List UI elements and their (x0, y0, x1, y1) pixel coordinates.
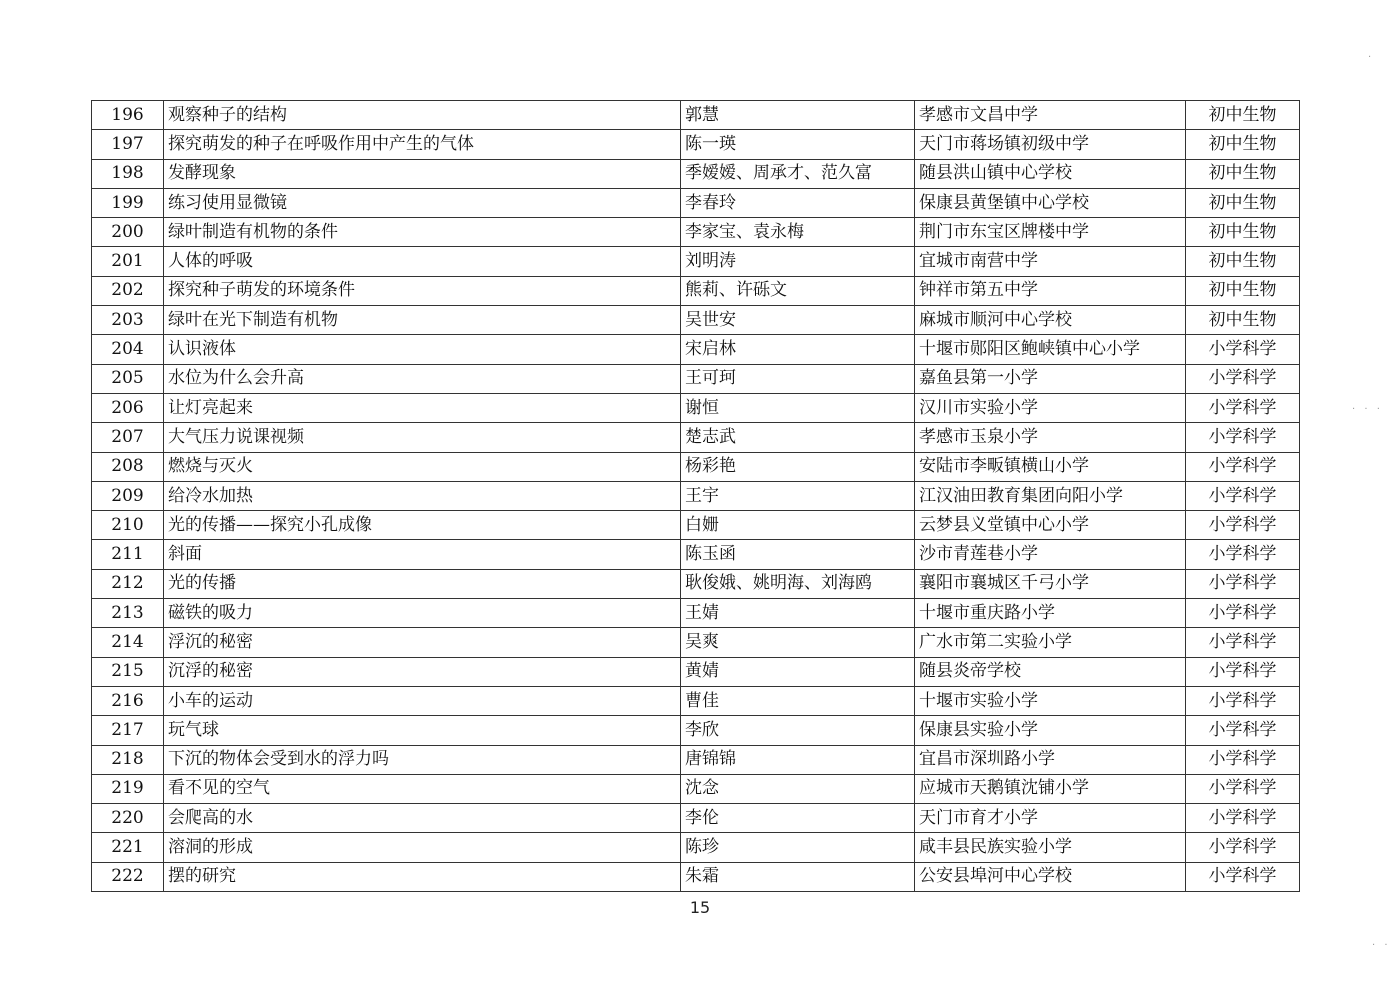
table-row (92, 569, 1300, 598)
lesson-title-cell: 斜面 (164, 540, 681, 569)
subject-cell: 小学科学 (1186, 804, 1300, 833)
row-number-cell: 199 (92, 188, 164, 217)
row-number-cell: 197 (92, 130, 164, 159)
teacher-names-cell: 吴世安 (681, 306, 915, 335)
subject-cell: 初中生物 (1186, 247, 1300, 276)
school-name-cell: 孝感市玉泉小学 (915, 423, 1186, 452)
lesson-title-cell: 认识液体 (164, 335, 681, 364)
teacher-names-cell: 楚志武 (681, 423, 915, 452)
lesson-title-cell: 看不见的空气 (164, 774, 681, 803)
subject-cell: 初中生物 (1186, 101, 1300, 130)
row-number-cell: 204 (92, 335, 164, 364)
scan-artifact: · · · (1352, 404, 1383, 415)
school-name-cell: 随县洪山镇中心学校 (915, 159, 1186, 188)
table-row (92, 540, 1300, 569)
school-name-cell: 咸丰县民族实验小学 (915, 833, 1186, 862)
school-name-cell: 钟祥市第五中学 (915, 276, 1186, 305)
subject-cell: 小学科学 (1186, 364, 1300, 393)
subject-cell: 小学科学 (1186, 774, 1300, 803)
row-number-cell: 222 (92, 862, 164, 891)
lesson-title-cell: 练习使用显微镜 (164, 188, 681, 217)
subject-cell: 初中生物 (1186, 218, 1300, 247)
school-name-cell: 随县炎帝学校 (915, 657, 1186, 686)
row-number-cell: 200 (92, 218, 164, 247)
table-row (92, 335, 1300, 364)
row-number-cell: 198 (92, 159, 164, 188)
school-name-cell: 麻城市顺河中心学校 (915, 306, 1186, 335)
subject-cell: 初中生物 (1186, 159, 1300, 188)
table-row (92, 833, 1300, 862)
table-row (92, 276, 1300, 305)
teacher-names-cell: 宋启林 (681, 335, 915, 364)
table-row (92, 247, 1300, 276)
page-number: 15 (689, 898, 711, 917)
row-number-cell: 201 (92, 247, 164, 276)
school-name-cell: 沙市青莲巷小学 (915, 540, 1186, 569)
subject-cell: 小学科学 (1186, 628, 1300, 657)
row-number-cell: 215 (92, 657, 164, 686)
lesson-title-cell: 会爬高的水 (164, 804, 681, 833)
school-name-cell: 汉川市实验小学 (915, 393, 1186, 422)
table-row (92, 628, 1300, 657)
school-name-cell: 广水市第二实验小学 (915, 628, 1186, 657)
lesson-title-cell: 浮沉的秘密 (164, 628, 681, 657)
row-number-cell: 218 (92, 745, 164, 774)
table-row (92, 686, 1300, 715)
teacher-names-cell: 王婧 (681, 599, 915, 628)
table-row (92, 364, 1300, 393)
lesson-title-cell: 观察种子的结构 (164, 101, 681, 130)
table-row (92, 657, 1300, 686)
row-number-cell: 196 (92, 101, 164, 130)
row-number-cell: 217 (92, 716, 164, 745)
award-list-table (91, 100, 1300, 892)
row-number-cell: 208 (92, 452, 164, 481)
table-row (92, 774, 1300, 803)
lesson-title-cell: 人体的呼吸 (164, 247, 681, 276)
school-name-cell: 十堰市实验小学 (915, 686, 1186, 715)
table-row (92, 101, 1300, 130)
school-name-cell: 江汉油田教育集团向阳小学 (915, 481, 1186, 510)
row-number-cell: 216 (92, 686, 164, 715)
teacher-names-cell: 耿俊娥、姚明海、刘海鸥 (681, 569, 915, 598)
teacher-names-cell: 李欣 (681, 716, 915, 745)
row-number-cell: 206 (92, 393, 164, 422)
row-number-cell: 210 (92, 511, 164, 540)
lesson-title-cell: 探究种子萌发的环境条件 (164, 276, 681, 305)
table-body (92, 101, 1300, 892)
lesson-title-cell: 绿叶制造有机物的条件 (164, 218, 681, 247)
lesson-title-cell: 给冷水加热 (164, 481, 681, 510)
teacher-names-cell: 曹佳 (681, 686, 915, 715)
lesson-title-cell: 水位为什么会升高 (164, 364, 681, 393)
subject-cell: 初中生物 (1186, 306, 1300, 335)
lesson-title-cell: 燃烧与灭火 (164, 452, 681, 481)
subject-cell: 小学科学 (1186, 745, 1300, 774)
teacher-names-cell: 谢恒 (681, 393, 915, 422)
school-name-cell: 应城市天鹅镇沈铺小学 (915, 774, 1186, 803)
subject-cell: 小学科学 (1186, 511, 1300, 540)
subject-cell: 小学科学 (1186, 393, 1300, 422)
row-number-cell: 213 (92, 599, 164, 628)
lesson-title-cell: 探究萌发的种子在呼吸作用中产生的气体 (164, 130, 681, 159)
teacher-names-cell: 熊莉、许砾文 (681, 276, 915, 305)
subject-cell: 小学科学 (1186, 481, 1300, 510)
subject-cell: 小学科学 (1186, 423, 1300, 452)
table-row (92, 804, 1300, 833)
school-name-cell: 嘉鱼县第一小学 (915, 364, 1186, 393)
lesson-title-cell: 大气压力说课视频 (164, 423, 681, 452)
table-row (92, 745, 1300, 774)
teacher-names-cell: 朱霜 (681, 862, 915, 891)
teacher-names-cell: 王宇 (681, 481, 915, 510)
table-row (92, 423, 1300, 452)
subject-cell: 小学科学 (1186, 540, 1300, 569)
lesson-title-cell: 下沉的物体会受到水的浮力吗 (164, 745, 681, 774)
school-name-cell: 安陆市李畈镇横山小学 (915, 452, 1186, 481)
teacher-names-cell: 王可珂 (681, 364, 915, 393)
table-row (92, 481, 1300, 510)
teacher-names-cell: 刘明涛 (681, 247, 915, 276)
subject-cell: 小学科学 (1186, 833, 1300, 862)
lesson-title-cell: 沉浮的秘密 (164, 657, 681, 686)
subject-cell: 小学科学 (1186, 716, 1300, 745)
school-name-cell: 孝感市文昌中学 (915, 101, 1186, 130)
table-row (92, 306, 1300, 335)
lesson-title-cell: 发酵现象 (164, 159, 681, 188)
lesson-title-cell: 绿叶在光下制造有机物 (164, 306, 681, 335)
row-number-cell: 219 (92, 774, 164, 803)
scan-artifact: · · (1372, 940, 1391, 951)
table-row (92, 188, 1300, 217)
school-name-cell: 十堰市重庆路小学 (915, 599, 1186, 628)
table-row (92, 452, 1300, 481)
lesson-title-cell: 磁铁的吸力 (164, 599, 681, 628)
table-row (92, 511, 1300, 540)
table-row (92, 716, 1300, 745)
teacher-names-cell: 唐锦锦 (681, 745, 915, 774)
lesson-title-cell: 光的传播——探究小孔成像 (164, 511, 681, 540)
row-number-cell: 203 (92, 306, 164, 335)
row-number-cell: 207 (92, 423, 164, 452)
subject-cell: 小学科学 (1186, 335, 1300, 364)
teacher-names-cell: 郭慧 (681, 101, 915, 130)
teacher-names-cell: 季嫒嫒、周承才、范久富 (681, 159, 915, 188)
teacher-names-cell: 李家宝、袁永梅 (681, 218, 915, 247)
table-row (92, 130, 1300, 159)
school-name-cell: 云梦县义堂镇中心小学 (915, 511, 1186, 540)
subject-cell: 小学科学 (1186, 452, 1300, 481)
table-row (92, 393, 1300, 422)
lesson-title-cell: 小车的运动 (164, 686, 681, 715)
teacher-names-cell: 陈玉函 (681, 540, 915, 569)
table-row (92, 599, 1300, 628)
school-name-cell: 荆门市东宝区牌楼中学 (915, 218, 1186, 247)
subject-cell: 初中生物 (1186, 276, 1300, 305)
table-row (92, 159, 1300, 188)
teacher-names-cell: 吴爽 (681, 628, 915, 657)
school-name-cell: 宜城市南营中学 (915, 247, 1186, 276)
lesson-title-cell: 溶洞的形成 (164, 833, 681, 862)
school-name-cell: 十堰市郧阳区鲍峡镇中心小学 (915, 335, 1186, 364)
lesson-title-cell: 摆的研究 (164, 862, 681, 891)
teacher-names-cell: 杨彩艳 (681, 452, 915, 481)
teacher-names-cell: 李伦 (681, 804, 915, 833)
row-number-cell: 212 (92, 569, 164, 598)
row-number-cell: 211 (92, 540, 164, 569)
school-name-cell: 保康县实验小学 (915, 716, 1186, 745)
row-number-cell: 214 (92, 628, 164, 657)
subject-cell: 小学科学 (1186, 657, 1300, 686)
school-name-cell: 襄阳市襄城区千弓小学 (915, 569, 1186, 598)
subject-cell: 小学科学 (1186, 686, 1300, 715)
school-name-cell: 宜昌市深圳路小学 (915, 745, 1186, 774)
teacher-names-cell: 白姗 (681, 511, 915, 540)
lesson-title-cell: 让灯亮起来 (164, 393, 681, 422)
teacher-names-cell: 黄婧 (681, 657, 915, 686)
row-number-cell: 202 (92, 276, 164, 305)
teacher-names-cell: 李春玲 (681, 188, 915, 217)
row-number-cell: 205 (92, 364, 164, 393)
scan-artifact: · (1368, 52, 1375, 63)
lesson-title-cell: 光的传播 (164, 569, 681, 598)
school-name-cell: 天门市育才小学 (915, 804, 1186, 833)
lesson-title-cell: 玩气球 (164, 716, 681, 745)
row-number-cell: 220 (92, 804, 164, 833)
table-row (92, 862, 1300, 891)
school-name-cell: 公安县埠河中心学校 (915, 862, 1186, 891)
subject-cell: 初中生物 (1186, 188, 1300, 217)
row-number-cell: 221 (92, 833, 164, 862)
school-name-cell: 天门市蒋场镇初级中学 (915, 130, 1186, 159)
teacher-names-cell: 陈珍 (681, 833, 915, 862)
school-name-cell: 保康县黄堡镇中心学校 (915, 188, 1186, 217)
table-row (92, 218, 1300, 247)
subject-cell: 小学科学 (1186, 599, 1300, 628)
row-number-cell: 209 (92, 481, 164, 510)
teacher-names-cell: 沈念 (681, 774, 915, 803)
subject-cell: 小学科学 (1186, 862, 1300, 891)
teacher-names-cell: 陈一瑛 (681, 130, 915, 159)
subject-cell: 初中生物 (1186, 130, 1300, 159)
subject-cell: 小学科学 (1186, 569, 1300, 598)
